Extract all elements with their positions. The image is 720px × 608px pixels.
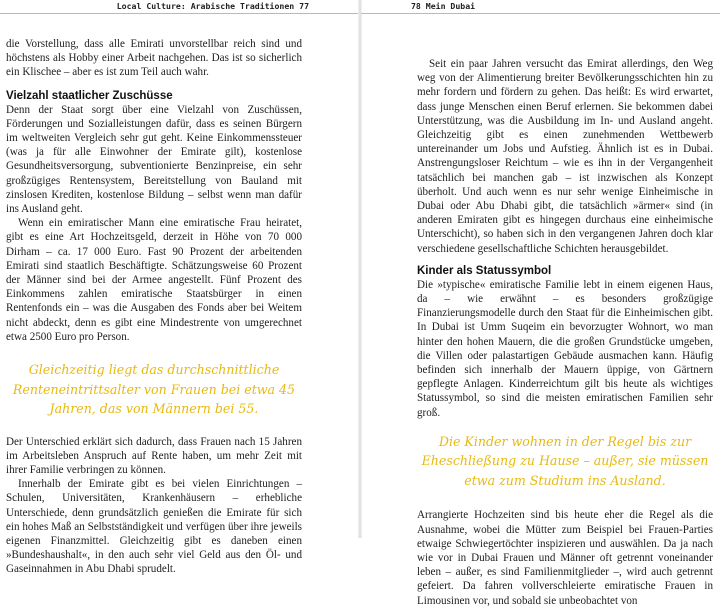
right-body bbox=[417, 57, 713, 608]
left-section-paragraph-1: Denn der Staat sorgt über eine Vielzahl von Zuschüssen, Förderungen und Sozialleistungen dafür, dass es seinen Bürgern im weltweiten Vergleich sehr gut geht. Keine Einkommenssteuer (was ja für alle Einwohner der Emirate gilt), kostenlose Gesundheitsversorgung, subventionierte Benzinpreise, ein sehr großzügiges Rentensystem, Bereitstellung von Bauland mit zinslosen Krediten, kostenlose Bildung – selbst wenn man dafür ins Ausland geht. bbox=[6, 103, 302, 216]
left-after-quote-paragraph-1: Der Unterschied erklärt sich dadurch, dass Frauen nach 15 Jahren im Arbeitsleben Anspruch auf Rente haben, um mehr Zeit mit ihrer Familie verbringen zu können. bbox=[6, 435, 302, 476]
left-section-paragraph-2: Wenn ein emiratischer Mann eine emiratische Frau heiratet, gibt es eine Art Hochzeitsgeld, derzeit in Höhe von 70 000 Dirham – ca. 17 000 Euro. Fast 90 Prozent der arbeitenden Emirati sind staatlich Beschäftigte. Schätzungsweise 60 Prozent der Männer sind bei der Armee angestellt. Fünf Prozent des Einkommens zahlen emiratische Staatsbürger in einen Rentenfonds ein – was die Ausgaben des Fonds aber bei Weitem nicht abdeckt, denn es gibt eine Mindestrente von umgerechnet etwa 2500 Euro pro Person. bbox=[6, 217, 302, 343]
left-header-text: Local Culture: Arabische Traditionen 77 bbox=[116, 1, 309, 11]
right-page bbox=[361, 0, 720, 607]
left-pull-quote: Gleichzeitig liegt das durchschnittliche Renteneintrittsalter von Frauen bei etwa 45 Jahren, das von Männern bei 55. bbox=[12, 362, 296, 417]
right-running-header bbox=[361, 0, 720, 14]
right-pull-quote: Die Kinder wohnen in der Regel bis zur Eheschließung zu Hause – außer, sie müssen etwa zum Studium ins Ausland. bbox=[421, 433, 709, 488]
left-body bbox=[6, 37, 302, 577]
right-paragraph-1: Seit ein paar Jahren versucht das Emirat allerdings, den Weg weg von der Alimentierung breiter Bevölkerungsschichten hin zu mehr fordern und fördern zu gehen. Das heißt: Es wird erwartet, dass junge Menschen einen Beruf erlernen. Sie bekommen dabei Unterstützung, was die Ausbildung im In- und Ausland angeht. Gleichzeitig gibt es einen zunehmenden Wettbewerb untereinander um Jobs und Aufstieg. Ähnlich ist es in Dubai. Anstrengungsloser Reichtum – wie es ihn in der Vergangenheit tatsächlich bei manchen gab – ist inzwischen als Konzept überholt. Und auch wenn es nur sehr wenige Einheimische in Dubai oder Abu Dhabi gibt, die tatsächlich »ärmer« sind (in anderen Emiraten gibt es hingegen durchaus eine einheimische Unterschicht), so haben sich in den vergangenen Jahren doch klar verschiedene gesellschaftliche Schichten herausgebildet. bbox=[417, 58, 713, 255]
left-after-quote-paragraph-2: Innerhalb der Emirate gibt es bei vielen Einrichtungen – Schulen, Universitäten, Krankenhäusern – erhebliche Unterschiede, denn grundsätzlich genießen die Emirate für sich ein hohes Maß an Selbstständigkeit und verfügen über ihre jeweils eigenen Finanzmittel. Gleichzeitig gibt es daneben einen »Bundeshaushalt«, in den auch sehr viel Geld aus den Öl- und Gaseinnahmen in Abu Dhabi sprudelt. bbox=[6, 478, 302, 576]
section-heading-zuschuesse: Vielzahl staatlicher Zuschüsse bbox=[6, 89, 173, 102]
right-header-text: 78 Mein Dubai bbox=[411, 1, 476, 11]
section-heading-statussymbol: Kinder als Statussymbol bbox=[417, 264, 552, 277]
left-page bbox=[0, 0, 359, 576]
left-running-header bbox=[0, 0, 359, 14]
right-paragraph-2: Die »typische« emiratische Familie lebt in einem eigenen Haus, da – wie erwähnt – es besonders großzügige Finanzierungsmodelle durch den Staat für die Einheimischen gibt. In Dubai ist Umm Suqeim ein bevorzugter Wohnort, wo man hinter den hohen Mauern, die die großen Grundstücke umgeben, die Villen oder palastartigen Gebäude ausmachen kann. Häufig befinden sich innerhalb der Mauern üppige, von Gärtnern gepflegte Anlagen. Kinderreichtum gilt bis heute als wichtiges Statussymbol, so sind die meisten emiratischen Familien sehr groß. bbox=[417, 278, 713, 419]
left-intro-paragraph: die Vorstellung, dass alle Emirati unvorstellbar reich sind und höchstens als Hobby einer Arbeit nachgehen. Das ist so sicherlich ein Klischee – aber es ist zum Teil auch wahr. bbox=[6, 38, 302, 79]
right-paragraph-3: Arrangierte Hochzeiten sind bis heute eher die Regel als die Ausnahme, wobei die Mütter zum Beispiel bei Frauen-Parties etwaige Schwiegertöchter inspizieren und auswählen. Da ja nach wie vor in Dubai Frauen und Männer oft getrennt voneinander leben – außer, es sind Familienmitglieder –, wird auch getrennt gefeiert. Da fahren vollverschleierte emiratische Frauen in Limousinen vor, und sobald sie unbeobachtet von bbox=[417, 509, 713, 607]
